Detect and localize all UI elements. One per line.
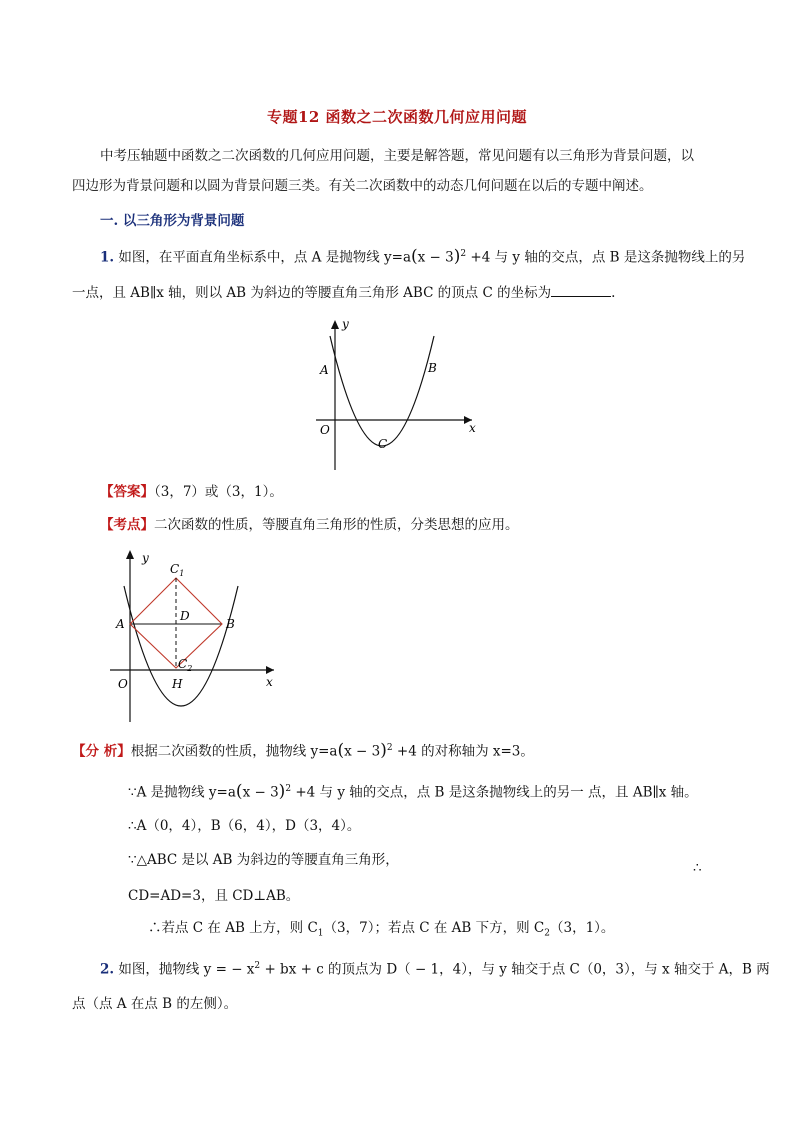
fig1-label-o: O bbox=[320, 423, 330, 437]
fig2-x-arrow bbox=[266, 666, 274, 674]
analysis-text-1c: +4 的对称轴为 x=3。 bbox=[392, 743, 534, 760]
fig2-label-o: O bbox=[118, 677, 128, 691]
q2-text-b: + bx + c 的顶点为 D（ − 1，4），与 y 轴交于点 C（0，3），与 x 轴交于 A，B 两 bbox=[260, 961, 770, 978]
question-1-line-2 bbox=[72, 282, 615, 303]
q1-text-c: +4 与 y 轴的交点，点 B 是这条抛物线上的另 bbox=[466, 249, 746, 266]
fig2-label-c2: $C_2$ bbox=[178, 657, 193, 673]
section-heading: 一. 以三角形为背景问题 bbox=[100, 213, 245, 229]
q2-sup: 2 bbox=[254, 961, 261, 971]
kaodian-text: 二次函数的性质，等腰直角三角形的性质，分类思想的应用。 bbox=[154, 517, 519, 533]
fig2-label-a: A bbox=[116, 617, 125, 631]
analysis-line-5: CD=AD=3，且 CD⊥AB。 bbox=[128, 888, 300, 904]
analysis-line-4: ∵△ABC 是以 AB 为斜边的等腰直角三角形， bbox=[128, 852, 399, 868]
fig2-label-c1: $C_1$ bbox=[170, 562, 185, 578]
fig2-label-y: y bbox=[142, 551, 149, 565]
figure-1-parabola bbox=[312, 316, 482, 474]
page-title: 专题12 函数之二次函数几何应用问题 bbox=[266, 108, 528, 126]
intro-line-2: 四边形为背景问题和以圆为背景问题三类。有关二次函数中的动态几何问题在以后的专题中阐述。 bbox=[72, 178, 653, 194]
figure-2-triangles bbox=[106, 546, 286, 726]
analysis-sup-1: 2 bbox=[386, 743, 393, 753]
q1-text-line2: 一点，且 AB∥x 轴，则以 AB 为斜边的等腰直角三角形 ABC 的顶点 C 的坐标为 bbox=[72, 285, 552, 301]
analysis-tag: 【分 析】 bbox=[72, 743, 131, 760]
q1-text-a: 如图，在平面直角坐标系中，点 A 是抛物线 y=a bbox=[118, 249, 411, 266]
analysis-line-3: ∴A（0，4），B（6，4），D（3，4）。 bbox=[128, 818, 361, 834]
question-number: 1. bbox=[100, 249, 115, 266]
answer-line bbox=[100, 482, 283, 502]
analysis-line-2: ∵A 是抛物线 $y=a(x - 3)^2 +4$ 与 y 轴的交点，点 B 是这条抛物线上的另一 点，且 AB∥x 轴。 bbox=[128, 781, 698, 802]
analysis-sup-2: 2 bbox=[285, 784, 292, 794]
analysis-text-2b: x − 3 bbox=[242, 784, 279, 801]
fig1-parabola-curve bbox=[330, 336, 434, 446]
answer-text: （3，7）或（3，1）。 bbox=[154, 484, 283, 500]
question-2-line-2: 点（点 A 在点 B 的左侧）。 bbox=[72, 996, 238, 1012]
answer-blank bbox=[551, 282, 611, 297]
intro-line-1: 中考压轴题中函数之二次函数的几何应用问题，主要是解答题，常见问题有以三角形为背景问题，以 bbox=[100, 148, 694, 164]
kaodian-line bbox=[100, 515, 519, 535]
fig2-label-x: x bbox=[266, 675, 273, 689]
fig2-label-d: D bbox=[180, 609, 190, 623]
analysis-line-6 bbox=[148, 918, 614, 944]
analysis-text-1a: 根据二次函数的性质，抛物线 y=a bbox=[130, 743, 338, 760]
kaodian-tag: 【考点】 bbox=[100, 517, 154, 533]
analysis-text-6a: ∴若点 C 在 AB 上方，则 C bbox=[148, 920, 318, 936]
q2-text-a: 如图，抛物线 y = − x bbox=[118, 961, 255, 978]
analysis-text-1b: x − 3 bbox=[344, 743, 381, 760]
question-2-number: 2. bbox=[100, 961, 115, 978]
q1-period: . bbox=[611, 285, 616, 301]
fig2-label-b: B bbox=[226, 617, 235, 631]
q1-text-b: x − 3 bbox=[417, 249, 454, 266]
fig1-label-y: y bbox=[342, 317, 349, 331]
fig1-y-arrow bbox=[331, 320, 339, 329]
q1-sup: 2 bbox=[460, 249, 467, 259]
analysis-text-2c: +4 与 y 轴的交点，点 B 是这条抛物线上的另一 点，且 AB∥x 轴。 bbox=[291, 784, 698, 801]
fig2-label-h: H bbox=[172, 677, 183, 691]
question-2-line-1 bbox=[100, 956, 770, 980]
fig1-label-b: B bbox=[428, 361, 437, 375]
analysis-text-6b: （3，7）；若点 C 在 AB 下方，则 C bbox=[323, 920, 545, 936]
analysis-text-2a: ∵A 是抛物线 y=a bbox=[128, 784, 236, 801]
analysis-sub-1: 1 bbox=[317, 928, 324, 939]
fig1-label-x: x bbox=[469, 421, 476, 435]
question-1-line-1: 1. 如图，在平面直角坐标系中，点 A 是抛物线 $y=a(x - 3)^2 +4$ 与 y 轴的交点，点 B 是这条抛物线上的另 bbox=[100, 246, 746, 267]
fig1-label-c: C bbox=[378, 437, 388, 451]
analysis-sub-2: 2 bbox=[544, 928, 550, 939]
analysis-text-6c: （3，1）。 bbox=[549, 920, 615, 936]
answer-tag: 【答案】 bbox=[100, 484, 154, 500]
analysis-line-1: 【分 析】根据二次函数的性质，抛物线 $y=a(x - 3)^2 +4$ 的对称轴为 x=3。 bbox=[72, 740, 534, 761]
fig2-y-arrow bbox=[126, 550, 134, 559]
fig1-label-a: A bbox=[320, 363, 329, 377]
analysis-therefore: ∴ bbox=[693, 860, 702, 876]
